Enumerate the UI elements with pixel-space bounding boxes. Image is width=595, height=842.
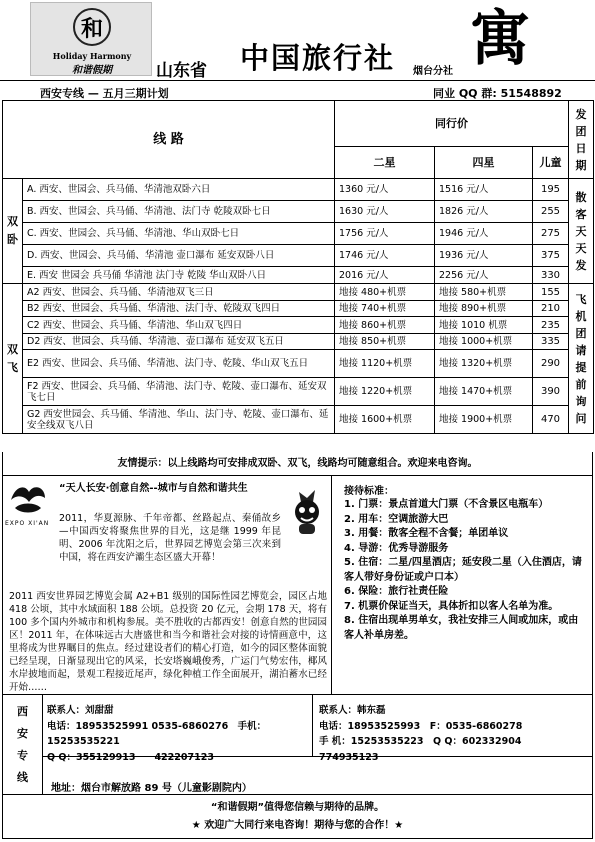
- route-header: 线 路: [3, 101, 335, 179]
- page-footer: [2, 795, 593, 839]
- child-price: 330: [533, 267, 569, 284]
- note-char: 提: [575, 360, 587, 374]
- contact-b-phone: 电话：18953525993 F：0535-6860278: [319, 720, 523, 732]
- four-star-price: 地接 890+机票: [435, 301, 533, 317]
- contact-liu: [43, 695, 313, 763]
- route-cell: D. 西安、世园会、兵马俑、华清池 壶口瀑布 延安双卧八日: [23, 245, 335, 267]
- info-section: [2, 476, 593, 695]
- note-char: 询: [575, 394, 587, 408]
- side-char: 安: [17, 726, 28, 740]
- flight-inquiry-note: [569, 284, 594, 434]
- standards-title: 接待标准：: [344, 486, 394, 497]
- table-row: [3, 201, 594, 223]
- list-item: 5. 住宿：二星/四星酒店；延安段二星（入住酒店，请客人带好身份证或户口本）: [344, 557, 582, 583]
- rail-group-label: [3, 179, 23, 284]
- four-star-header: 四星: [435, 147, 533, 179]
- contact-b-name: 联系人：韩东磊: [319, 705, 386, 716]
- route-cell: E. 西安 世园会 兵马俑 华清池 法门寺 乾陵 华山双卧八日: [23, 267, 335, 284]
- route-cell: A. 西安、世园会、兵马俑、华清池双卧六日: [23, 179, 335, 201]
- fly-char: 双: [7, 342, 18, 356]
- route-cell: C. 西安、世园会、兵马俑、华清池、华山双卧七日: [23, 223, 335, 245]
- note-char: 机: [575, 309, 587, 323]
- peer-price-header: 同行价: [335, 101, 569, 147]
- expo-paragraph-1: 2011，华夏源脉、千年帝都、丝路起点、秦俑故乡—中国西安将聚焦世界的目光，这是继 1999 年昆明、2006 年沈阳之后，世界园艺博览会第三次来到中国，将在西安浐灞生态区盛大开幕！: [59, 513, 281, 563]
- expo-logo-text: EXPO XI'AN: [5, 520, 50, 527]
- header-note-char: 期: [575, 158, 587, 172]
- fly-char: 飞: [7, 360, 18, 374]
- note-char: 团: [575, 326, 587, 340]
- contact-han: [313, 695, 592, 763]
- contact-a-name: 联系人：刘甜甜: [47, 705, 114, 716]
- route-cell: G2 西安世园会、兵马俑、华清池、华山、法门寺、乾陵、壶口瀑布、延安全线双飞八日: [23, 406, 335, 434]
- child-price: 470: [533, 406, 569, 434]
- four-star-price: 地接 1470+机票: [435, 378, 533, 406]
- note-char: 天: [575, 241, 587, 255]
- header-note-char: 日: [575, 141, 587, 155]
- list-item: 8. 住宿出现单男单女，我社安排三人间或加床，或由客人补单房差。: [344, 615, 579, 641]
- table-row: [3, 378, 594, 406]
- side-char: 西: [17, 704, 28, 718]
- contact-section: [2, 695, 593, 795]
- child-price: 210: [533, 301, 569, 317]
- contact-a-phone: 电话：18953525991 0535-6860276 手机：15253535221: [47, 720, 267, 747]
- table-row: [3, 245, 594, 267]
- list-item: 6. 保险：旅行社责任险: [344, 586, 449, 597]
- daily-departure-note: [569, 179, 594, 284]
- table-row: [3, 223, 594, 245]
- footer-welcome: ★ 欢迎广大同行来电咨询！期待与您的合作！★: [191, 820, 404, 831]
- four-star-price: 1826 元/人: [435, 201, 533, 223]
- logo-chinese-name: 和谐假期: [72, 65, 112, 76]
- footer-slogan: “和谐假期”值得您信赖与期待的品牌。: [210, 802, 385, 813]
- table-row: [3, 267, 594, 284]
- child-price: 155: [533, 284, 569, 301]
- list-item: 2. 用车：空调旅游大巴: [344, 513, 449, 525]
- note-char: 请: [575, 343, 587, 357]
- route-cell: B2 西安、世园会、兵马俑、华清池、法门寺、乾陵双飞四日: [23, 301, 335, 317]
- two-star-price: 地接 860+机票: [335, 317, 435, 334]
- four-star-price: 地接 1900+机票: [435, 406, 533, 434]
- two-star-price: 地接 1120+机票: [335, 350, 435, 378]
- two-star-price: 地接 1600+机票: [335, 406, 435, 434]
- child-price: 390: [533, 378, 569, 406]
- child-price: 275: [533, 223, 569, 245]
- list-item: 3. 用餐：散客全程不含餐；单团单议: [344, 528, 509, 539]
- two-star-price: 1746 元/人: [335, 245, 435, 267]
- province-label: 山东省: [156, 61, 207, 81]
- four-star-price: 地接 1010 机票: [435, 317, 533, 334]
- route-cell: B. 西安、世园会、兵马俑、华清池、法门寺 乾陵双卧七日: [23, 201, 335, 223]
- note-char: 散: [575, 190, 587, 204]
- route-cell: C2 西安、世园会、兵马俑、华清池、华山双飞四日: [23, 317, 335, 334]
- four-star-price: 2256 元/人: [435, 267, 533, 284]
- two-star-price: 1756 元/人: [335, 223, 435, 245]
- two-star-price: 地接 1220+机票: [335, 378, 435, 406]
- list-item: 7. 机票价保证当天，具体折扣以客人名单为准。: [344, 600, 559, 612]
- route-cell: F2 西安、世园会、兵马俑、华清池、法门寺、乾陵、壶口瀑布、延安双飞七日: [23, 378, 335, 406]
- brand-name: 中国旅行社: [240, 41, 396, 75]
- table-row: [3, 301, 594, 317]
- friendly-tip: 友情提示：以上线路均可安排成双卧、双飞，线路均可随意组合。欢迎来电咨询。: [2, 452, 593, 476]
- table-row: [3, 334, 594, 350]
- two-star-price: 2016 元/人: [335, 267, 435, 284]
- note-char: 发: [575, 258, 587, 272]
- four-star-price: 1946 元/人: [435, 223, 533, 245]
- side-char: 专: [17, 748, 28, 762]
- rail-char: 双: [7, 215, 18, 228]
- service-standards: [332, 476, 592, 694]
- note-char: 天: [575, 224, 587, 238]
- four-star-price: 地接 1320+机票: [435, 350, 533, 378]
- child-price: 255: [533, 201, 569, 223]
- child-price: 235: [533, 317, 569, 334]
- side-char: 线: [17, 770, 28, 784]
- two-star-price: 地接 850+机票: [335, 334, 435, 350]
- table-row: [3, 317, 594, 334]
- office-address: 地址：烟台市解放路 89 号（儿童影剧院内）: [51, 783, 252, 794]
- note-char: 飞: [575, 292, 587, 306]
- two-star-price: 1630 元/人: [335, 201, 435, 223]
- table-row: [3, 350, 594, 378]
- child-price: 195: [533, 179, 569, 201]
- expo-paragraph-2: 2011 西安世界园艺博览会属 A2+B1 级别的国际性园艺博览会，园区占地 418 公顷，其中水域面积 188 公顷。总投资 20 亿元，会期 178 天，将有 100 多个国内外城市和机构参展。美不胜收的古都西安！创意自然的世园园区！2011 年，在体味远古大唐盛世和当今和谐社会对接的诗情画意中，这里将成为世界瞩目的焦点。经过建设者们的精心打造，如今的园区整体面貌已经呈现，日渐显现出它的风采，长安塔巍峨俊秀，广运门气势宏伟，椰风水岸披地而起，景观工程接近尾声，绿化种植工作全面展开，湖泊蓄水已经开始……: [9, 591, 327, 693]
- qq-group: 同业 QQ 群: 51548892: [433, 87, 562, 100]
- note-char: 问: [575, 411, 587, 425]
- page-header: [0, 0, 595, 80]
- child-price: 290: [533, 350, 569, 378]
- list-item: 4. 导游：优秀导游服务: [344, 542, 449, 554]
- route-cell: E2 西安、世园会、兵马俑、华清池、法门寺、乾陵、华山双飞五日: [23, 350, 335, 378]
- table-row: [3, 179, 594, 201]
- plan-title: 西安专线 — 五月三期计划: [40, 87, 169, 100]
- calligraphy-glyph-icon: 寓: [470, 4, 530, 74]
- four-star-price: 1516 元/人: [435, 179, 533, 201]
- route-cell: D2 西安、世园会、兵马俑、华清池、壶口瀑布 延安双飞五日: [23, 334, 335, 350]
- branch-name: 烟台分社: [413, 66, 453, 77]
- expo-mascot-icon: [285, 488, 329, 538]
- contact-b-mobile: 手 机：15253535223 Q Q：602332904 774935123: [319, 736, 541, 763]
- fly-group-label: [3, 284, 23, 434]
- table-row: [3, 284, 594, 301]
- header-note-char: 团: [575, 124, 587, 138]
- departure-date-header: [569, 101, 594, 179]
- plan-subheader: [0, 80, 595, 100]
- list-item: 1. 门票：景点首道大门票（不含景区电瓶车）: [344, 499, 549, 510]
- xian-line-label: [3, 695, 43, 794]
- standards-list: [344, 498, 588, 643]
- two-star-header: 二星: [335, 147, 435, 179]
- route-cell: A2 西安、世园会、兵马俑、华清池双飞三日: [23, 284, 335, 301]
- header-note-char: 发: [575, 107, 587, 121]
- logo-mark-icon: 和: [73, 8, 111, 46]
- four-star-price: 地接 580+机票: [435, 284, 533, 301]
- note-char: 客: [575, 207, 587, 221]
- rail-char: 卧: [7, 233, 18, 246]
- expo-intro: [3, 476, 332, 694]
- two-star-price: 地接 740+机票: [335, 301, 435, 317]
- two-star-price: 地接 480+机票: [335, 284, 435, 301]
- four-star-price: 1936 元/人: [435, 245, 533, 267]
- child-price: 375: [533, 245, 569, 267]
- four-star-price: 地接 1000+机票: [435, 334, 533, 350]
- two-star-price: 1360 元/人: [335, 179, 435, 201]
- logo-english-name: Holiday Harmony: [52, 51, 132, 61]
- table-row: [3, 406, 594, 434]
- expo-slogan: “天人长安·创意自然--城市与自然和谐共生: [59, 483, 248, 494]
- contact-a-qq: Q Q：355129913 422207123: [47, 751, 214, 763]
- note-char: 前: [575, 377, 587, 391]
- child-header: 儿童: [533, 147, 569, 179]
- holiday-harmony-logo: [30, 2, 152, 76]
- child-price: 335: [533, 334, 569, 350]
- price-table: [2, 100, 594, 434]
